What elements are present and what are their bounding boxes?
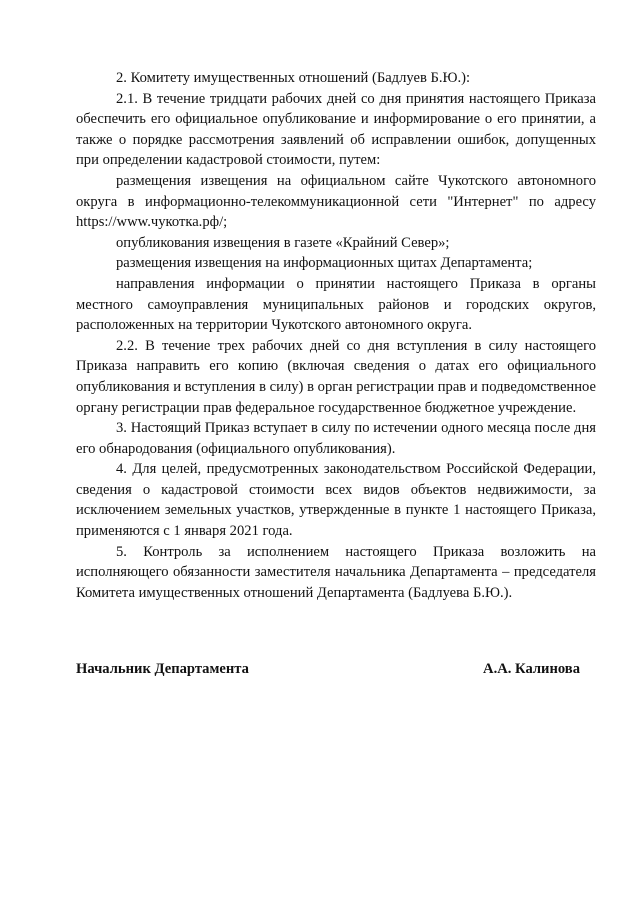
paragraph-municipal-info: направления информации о принятии настоящего Приказа в органы местного самоуправления муниципальных районов и городских округов, расположенных на территории Чукотского автономного округа. <box>76 275 596 334</box>
paragraph-5: 5. Контроль за исполнением настоящего Приказа возложить на исполняющего обязанности заместителя начальника Департамента – председателя Комитета имущественных отношений Департамента (Бадлуева Б.Ю.). <box>76 543 596 601</box>
paragraph-newspaper-notice: опубликования извещения в газете «Крайний Север»; <box>116 234 450 251</box>
signatory-position: Начальник Департамента <box>76 661 249 677</box>
document-body <box>76 68 596 603</box>
paragraph-2-1: 2.1. В течение тридцати рабочих дней со дня принятия настоящего Приказа обеспечить его официальное опубликование и информирование о его принятии, а также о порядке рассмотрения заявлений об исправлении ошибок, допущенных при определении кадастровой стоимости, путем: <box>76 90 596 169</box>
paragraph-2-2: 2.2. В течение трех рабочих дней со дня вступления в силу настоящего Приказа направить его копию (включая сведения о датах его официального опубликования и вступления в силу) в орган регистрации прав и подведомственное органу регистрации прав федеральное государственное бюджетное учреждение. <box>76 337 596 416</box>
paragraph-3: 3. Настоящий Приказ вступает в силу по истечении одного месяца после дня его обнародования (официального опубликования). <box>76 420 596 457</box>
paragraph-website-notice: размещения извещения на официальном сайте Чукотского автономного округа в информационно-телекоммуникационной сети "Интернет" по адресу https://www.чукотка.рф/; <box>76 172 596 231</box>
paragraph-committee-heading: 2. Комитету имущественных отношений (Бадлуев Б.Ю.): <box>116 70 471 86</box>
paragraph-4: 4. Для целей, предусмотренных законодательством Российской Федерации, сведения о кадастровой стоимости всех видов объектов недвижимости, за исключением земельных участков, утвержденные в пункте 1 настоящего Приказа, применяются с 1 января 2021 года. <box>76 461 596 540</box>
paragraph-boards-notice: размещения извещения на информационных щитах Департамента; <box>116 255 533 272</box>
signature-block <box>76 659 580 679</box>
signatory-name: А.А. Калинова <box>483 661 580 677</box>
